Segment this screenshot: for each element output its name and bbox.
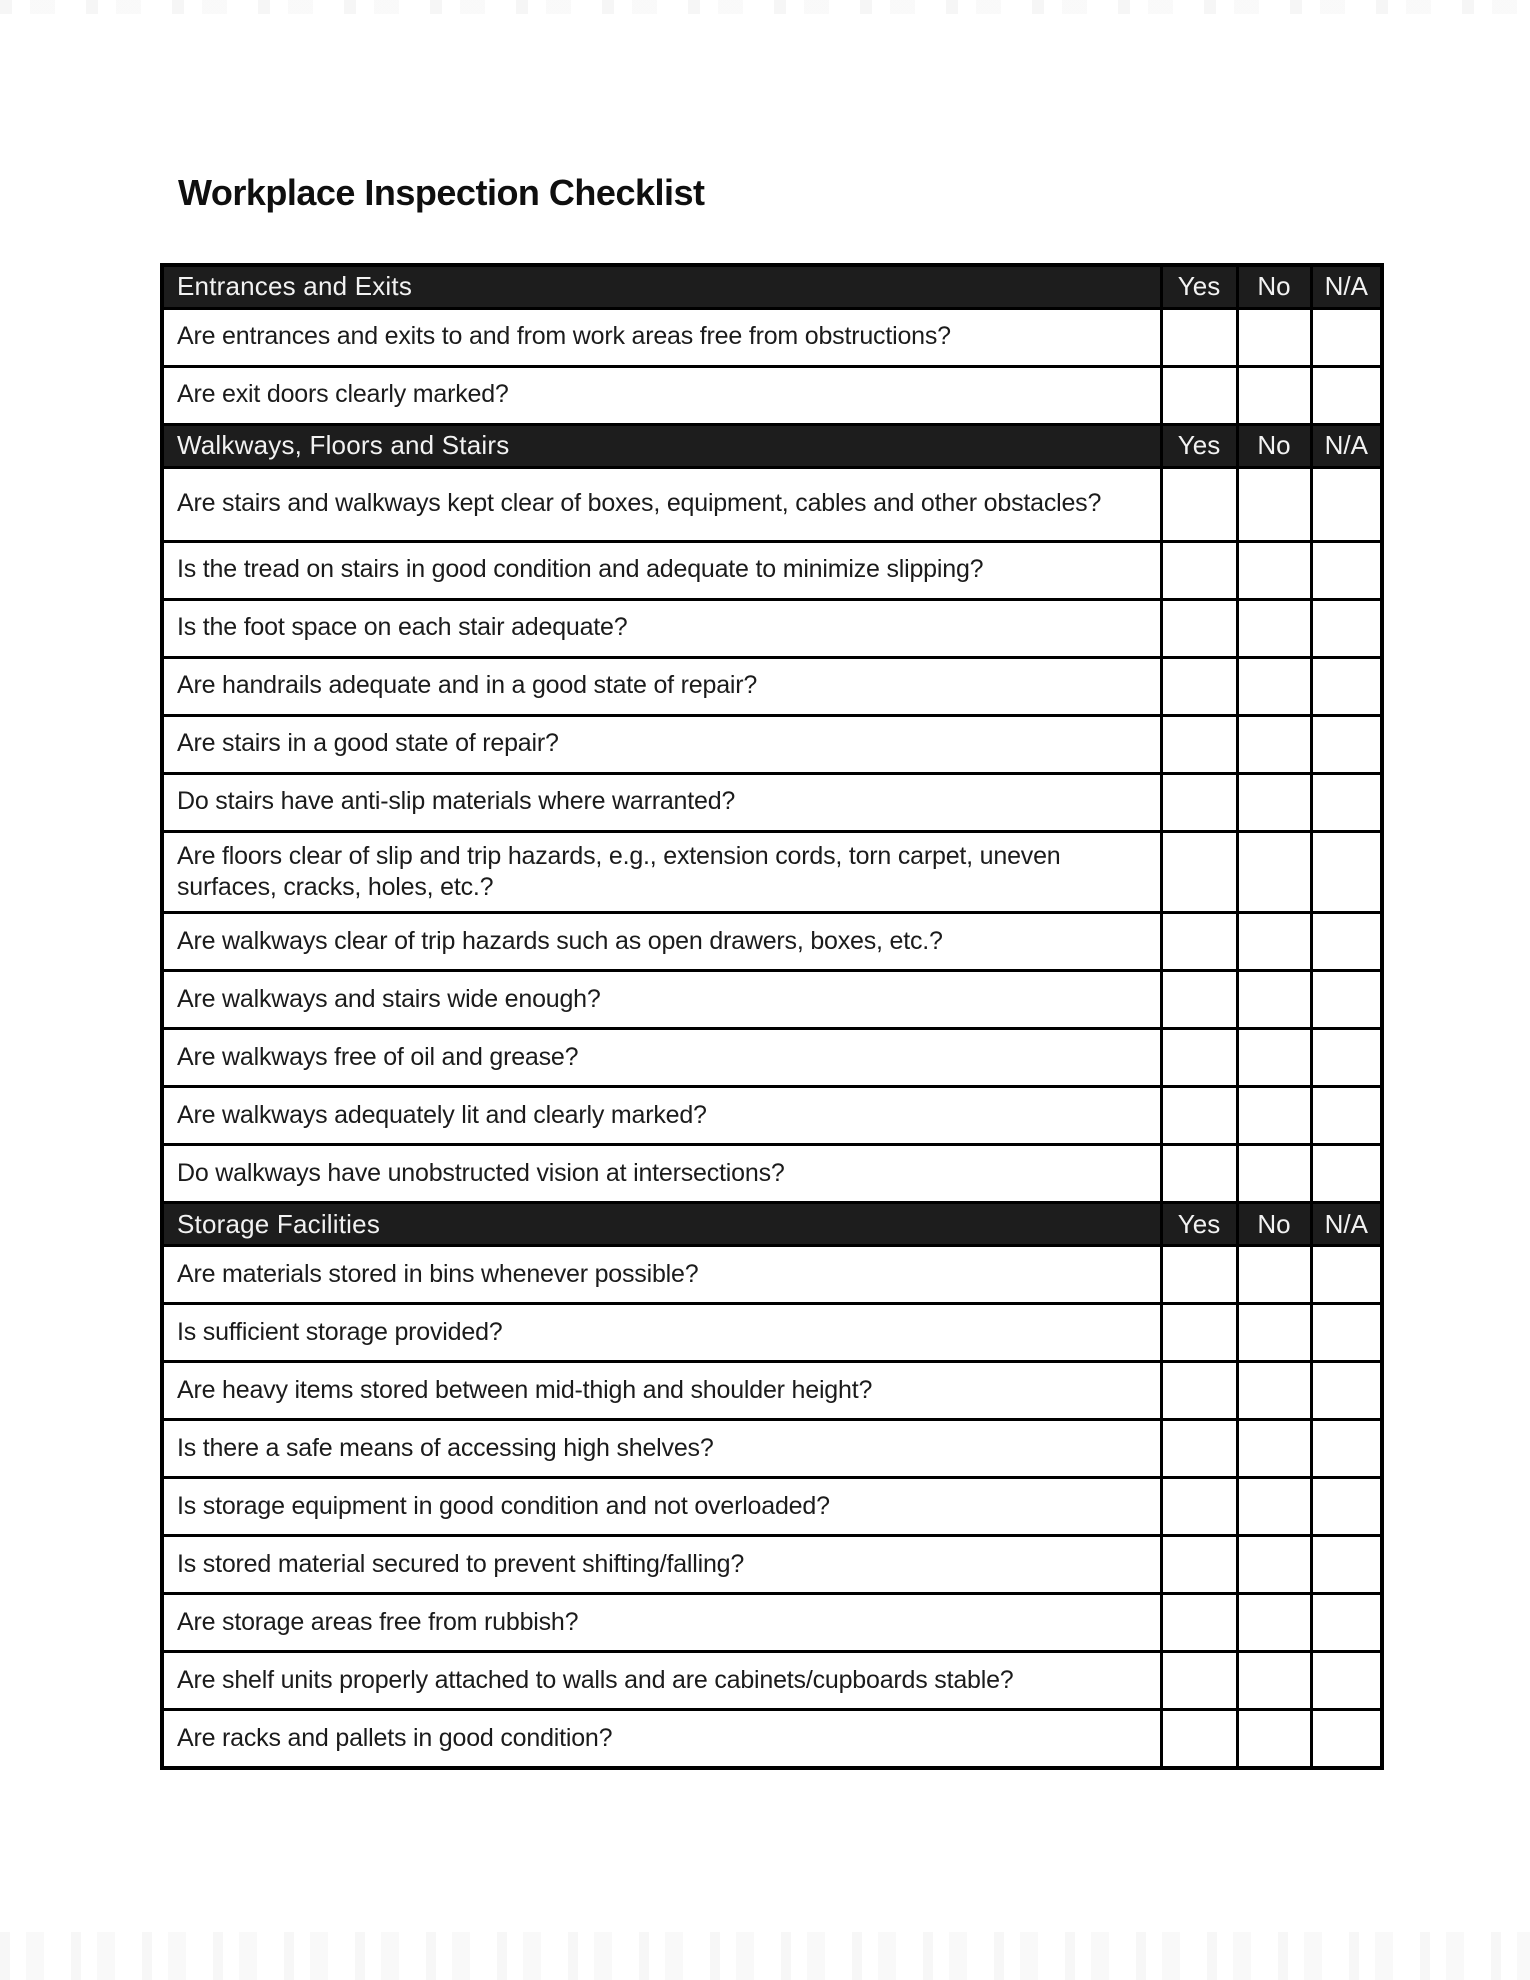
question-cell: Are walkways free of oil and grease?: [162, 1029, 1161, 1087]
checklist-row: [162, 773, 1382, 831]
checklist-row: [162, 1304, 1382, 1362]
checkbox-cell-yes[interactable]: [1161, 1478, 1237, 1536]
checkbox-cell-yes[interactable]: [1161, 1145, 1237, 1203]
checkbox-cell-na[interactable]: [1311, 541, 1382, 599]
checklist-row: [162, 1420, 1382, 1478]
checkbox-cell-no[interactable]: [1237, 1420, 1311, 1478]
section-title: Entrances and Exits: [162, 265, 1161, 308]
section-header-row: [162, 424, 1382, 467]
checkbox-cell-no[interactable]: [1237, 366, 1311, 424]
checkbox-cell-yes[interactable]: [1161, 913, 1237, 971]
checkbox-cell-na[interactable]: [1311, 831, 1382, 913]
checkbox-cell-na[interactable]: [1311, 1087, 1382, 1145]
checklist-row: [162, 831, 1382, 913]
checkbox-cell-no[interactable]: [1237, 541, 1311, 599]
checkbox-cell-yes[interactable]: [1161, 1029, 1237, 1087]
checkbox-cell-na[interactable]: [1311, 657, 1382, 715]
checklist-row: [162, 913, 1382, 971]
checklist-row: [162, 1087, 1382, 1145]
answer-column-header-yes: Yes: [1161, 265, 1237, 308]
checkbox-cell-na[interactable]: [1311, 1029, 1382, 1087]
checkbox-cell-yes[interactable]: [1161, 1536, 1237, 1594]
question-cell: Are shelf units properly attached to walls and are cabinets/cupboards stable?: [162, 1652, 1161, 1710]
checkbox-cell-no[interactable]: [1237, 971, 1311, 1029]
checkbox-cell-no[interactable]: [1237, 1478, 1311, 1536]
question-cell: Do walkways have unobstructed vision at intersections?: [162, 1145, 1161, 1203]
checklist-row: [162, 541, 1382, 599]
checkbox-cell-no[interactable]: [1237, 1087, 1311, 1145]
question-cell: Are stairs and walkways kept clear of boxes, equipment, cables and other obstacles?: [162, 467, 1161, 541]
checklist-row: [162, 366, 1382, 424]
checkbox-cell-yes[interactable]: [1161, 657, 1237, 715]
checkbox-cell-yes[interactable]: [1161, 831, 1237, 913]
checkbox-cell-na[interactable]: [1311, 1246, 1382, 1304]
checkbox-cell-no[interactable]: [1237, 1536, 1311, 1594]
checkbox-cell-yes[interactable]: [1161, 1420, 1237, 1478]
section-header-row: [162, 1203, 1382, 1246]
question-cell: Are exit doors clearly marked?: [162, 366, 1161, 424]
section-title: Walkways, Floors and Stairs: [162, 424, 1161, 467]
checkbox-cell-na[interactable]: [1311, 1304, 1382, 1362]
checkbox-cell-yes[interactable]: [1161, 1246, 1237, 1304]
checklist-row: [162, 1029, 1382, 1087]
checkbox-cell-yes[interactable]: [1161, 308, 1237, 366]
question-cell: Is the foot space on each stair adequate?: [162, 599, 1161, 657]
checkbox-cell-na[interactable]: [1311, 1536, 1382, 1594]
answer-column-header-na: N/A: [1311, 424, 1382, 467]
question-cell: Are heavy items stored between mid-thigh and shoulder height?: [162, 1362, 1161, 1420]
question-cell: Is storage equipment in good condition and not overloaded?: [162, 1478, 1161, 1536]
checkbox-cell-no[interactable]: [1237, 715, 1311, 773]
checkbox-cell-yes[interactable]: [1161, 971, 1237, 1029]
checklist-row: [162, 1594, 1382, 1652]
checklist-row: [162, 1536, 1382, 1594]
checkbox-cell-yes[interactable]: [1161, 541, 1237, 599]
scan-artifact-bottom: [0, 1932, 1530, 1980]
checkbox-cell-no[interactable]: [1237, 831, 1311, 913]
checklist-row: [162, 657, 1382, 715]
question-cell: Are stairs in a good state of repair?: [162, 715, 1161, 773]
checkbox-cell-yes[interactable]: [1161, 715, 1237, 773]
checkbox-cell-na[interactable]: [1311, 715, 1382, 773]
checkbox-cell-no[interactable]: [1237, 773, 1311, 831]
answer-column-header-yes: Yes: [1161, 424, 1237, 467]
checkbox-cell-na[interactable]: [1311, 913, 1382, 971]
checkbox-cell-no[interactable]: [1237, 1362, 1311, 1420]
checklist-row: [162, 1246, 1382, 1304]
checklist-row: [162, 1478, 1382, 1536]
checkbox-cell-no[interactable]: [1237, 913, 1311, 971]
answer-column-header-no: No: [1237, 424, 1311, 467]
question-cell: Are handrails adequate and in a good state of repair?: [162, 657, 1161, 715]
checklist-row: [162, 971, 1382, 1029]
inspection-checklist-table: [160, 263, 1384, 1770]
checkbox-cell-yes[interactable]: [1161, 1087, 1237, 1145]
answer-column-header-no: No: [1237, 1203, 1311, 1246]
checkbox-cell-na[interactable]: [1311, 1478, 1382, 1536]
checklist-row: [162, 467, 1382, 541]
question-cell: Is sufficient storage provided?: [162, 1304, 1161, 1362]
checkbox-cell-no[interactable]: [1237, 308, 1311, 366]
checkbox-cell-yes[interactable]: [1161, 599, 1237, 657]
checklist-row: [162, 1362, 1382, 1420]
checkbox-cell-na[interactable]: [1311, 1145, 1382, 1203]
checkbox-cell-na[interactable]: [1311, 1710, 1382, 1768]
checkbox-cell-no[interactable]: [1237, 599, 1311, 657]
question-cell: Are floors clear of slip and trip hazards, e.g., extension cords, torn carpet, uneven surfaces, cracks, holes, etc.?: [162, 831, 1161, 913]
checkbox-cell-yes[interactable]: [1161, 1710, 1237, 1768]
checkbox-cell-na[interactable]: [1311, 599, 1382, 657]
question-cell: Are walkways and stairs wide enough?: [162, 971, 1161, 1029]
checkbox-cell-yes[interactable]: [1161, 773, 1237, 831]
section-title: Storage Facilities: [162, 1203, 1161, 1246]
checkbox-cell-no[interactable]: [1237, 1594, 1311, 1652]
section-header-row: [162, 265, 1382, 308]
answer-column-header-yes: Yes: [1161, 1203, 1237, 1246]
checkbox-cell-na[interactable]: [1311, 467, 1382, 541]
checklist-row: [162, 1710, 1382, 1768]
scan-artifact-top: [0, 0, 1530, 14]
checkbox-cell-no[interactable]: [1237, 657, 1311, 715]
question-cell: Is stored material secured to prevent shifting/falling?: [162, 1536, 1161, 1594]
checklist-row: [162, 599, 1382, 657]
checkbox-cell-na[interactable]: [1311, 1652, 1382, 1710]
checkbox-cell-no[interactable]: [1237, 1246, 1311, 1304]
checkbox-cell-no[interactable]: [1237, 1304, 1311, 1362]
checkbox-cell-yes[interactable]: [1161, 366, 1237, 424]
checklist-row: [162, 715, 1382, 773]
checkbox-cell-yes[interactable]: [1161, 1362, 1237, 1420]
checklist-row: [162, 308, 1382, 366]
checkbox-cell-no[interactable]: [1237, 1029, 1311, 1087]
question-cell: Are walkways adequately lit and clearly marked?: [162, 1087, 1161, 1145]
checkbox-cell-yes[interactable]: [1161, 1652, 1237, 1710]
question-cell: Are storage areas free from rubbish?: [162, 1594, 1161, 1652]
question-cell: Are walkways clear of trip hazards such as open drawers, boxes, etc.?: [162, 913, 1161, 971]
checkbox-cell-yes[interactable]: [1161, 1304, 1237, 1362]
checkbox-cell-na[interactable]: [1311, 366, 1382, 424]
checkbox-cell-no[interactable]: [1237, 1145, 1311, 1203]
checklist-row: [162, 1652, 1382, 1710]
question-cell: Is there a safe means of accessing high shelves?: [162, 1420, 1161, 1478]
answer-column-header-na: N/A: [1311, 265, 1382, 308]
checklist-row: [162, 1145, 1382, 1203]
checkbox-cell-na[interactable]: [1311, 971, 1382, 1029]
answer-column-header-na: N/A: [1311, 1203, 1382, 1246]
checkbox-cell-na[interactable]: [1311, 1594, 1382, 1652]
checkbox-cell-na[interactable]: [1311, 773, 1382, 831]
checkbox-cell-no[interactable]: [1237, 1710, 1311, 1768]
question-cell: Do stairs have anti-slip materials where warranted?: [162, 773, 1161, 831]
question-cell: Are materials stored in bins whenever possible?: [162, 1246, 1161, 1304]
checkbox-cell-na[interactable]: [1311, 308, 1382, 366]
checkbox-cell-no[interactable]: [1237, 1652, 1311, 1710]
question-cell: Are racks and pallets in good condition?: [162, 1710, 1161, 1768]
checkbox-cell-no[interactable]: [1237, 467, 1311, 541]
question-cell: Are entrances and exits to and from work areas free from obstructions?: [162, 308, 1161, 366]
question-cell: Is the tread on stairs in good condition and adequate to minimize slipping?: [162, 541, 1161, 599]
checkbox-cell-yes[interactable]: [1161, 1594, 1237, 1652]
checkbox-cell-na[interactable]: [1311, 1420, 1382, 1478]
checkbox-cell-na[interactable]: [1311, 1362, 1382, 1420]
answer-column-header-no: No: [1237, 265, 1311, 308]
page-title: Workplace Inspection Checklist: [178, 172, 705, 213]
checkbox-cell-yes[interactable]: [1161, 467, 1237, 541]
